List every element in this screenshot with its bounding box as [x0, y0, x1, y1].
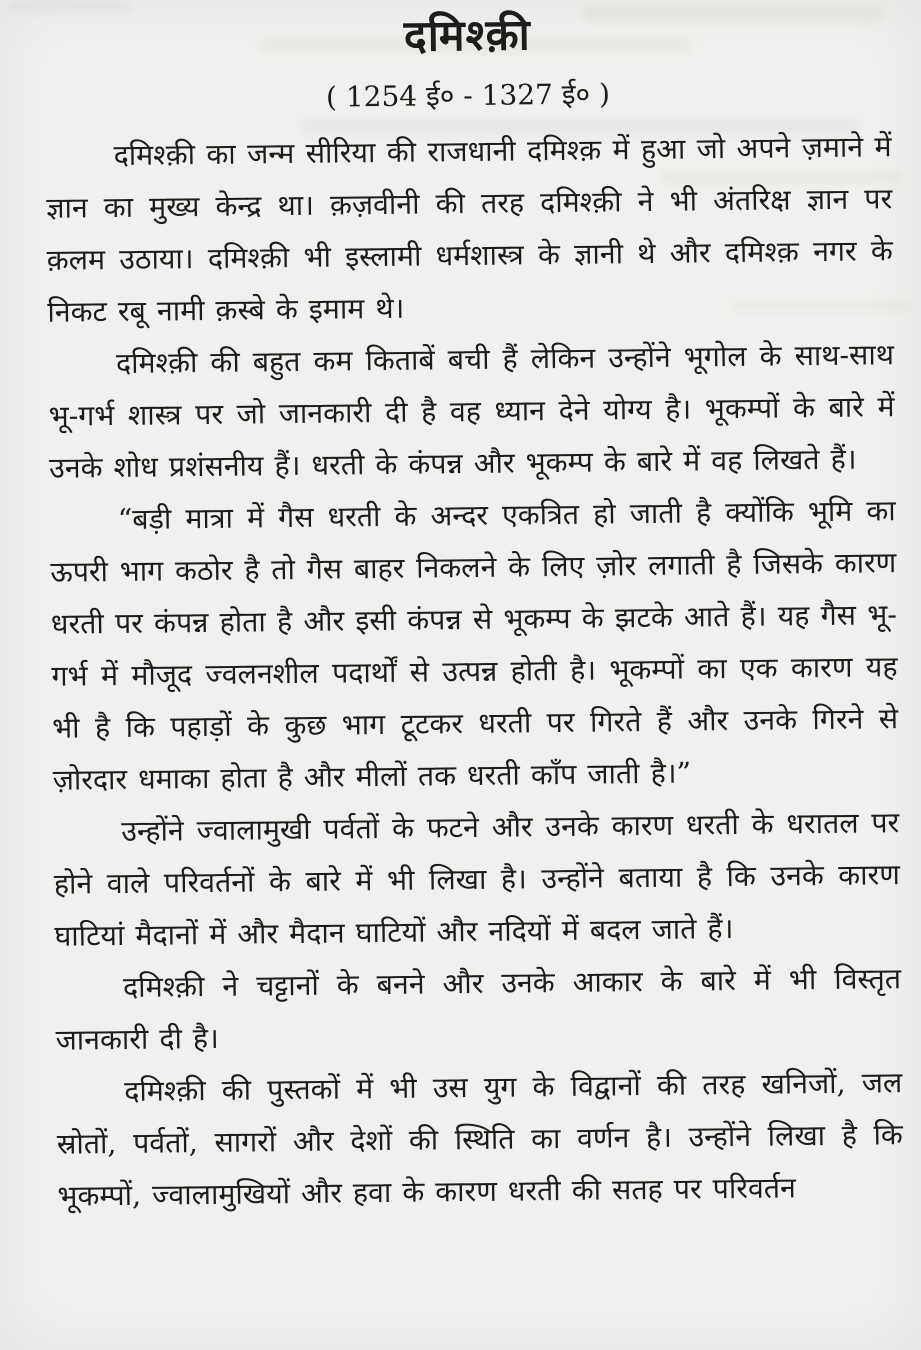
page-content	[44, 5, 904, 1223]
paragraph: दमिश्क़ी ने चट्टानों के बनने और उनके आकार के बारे में भी विस्तृत जानकारी दी है।	[55, 962, 902, 1057]
body-text	[45, 121, 903, 1223]
paragraph: दमिश्क़ी की पुस्तकों में भी उस युग के विद्वानों की तरह खनिजों, जल स्रोतों, पर्वतों, सागरों और देशों की स्थिति का वर्णन है। उन्होंने लिखा है कि भूकम्पों, ज्वालामुखियों और हवा के कारण धरती की सतह पर परिवर्तन	[56, 1066, 903, 1213]
paragraph: दमिश्क़ी की बहुत कम किताबें बची हैं लेकिन उन्होंने भूगोल के साथ-साथ भू-गर्भ शास्त्र पर जो जानकारी दी है वह ध्यान देने योग्य है। भूकम्पों के बारे में उनके शोध प्रशंसनीय हैं। धरती के कंपन्न और भूकम्प के बारे में वह लिखते हैं।	[48, 338, 895, 485]
paragraph: उन्होंने ज्वालामुखी पर्वतों के फटने और उनके कारण धरती के धरातल पर होने वाले परिवर्तनों के बारे में भी लिखा है। उन्होंने बताया है कि उनके कारण घाटियां मैदानों में और मैदान घाटियों और नदियों में बदल जाते हैं।	[53, 806, 901, 953]
page-subtitle: ( 1254 ई० - 1327 ई० )	[325, 77, 611, 114]
scan-artifact	[10, 2, 130, 12]
paragraph: दमिश्क़ी का जन्म सीरिया की राजधानी दमिश्क़ में हुआ जो अपने ज़माने में ज्ञान का मुख्य केन्द्र था। क़ज़वीनी की तरह दमिश्क़ी ने भी अंतरिक्ष ज्ञान पर क़लम उठाया। दमिश्क़ी भी इस्लामी धर्मशास्त्र के ज्ञानी थे और दमिश्क़ नगर के निकट रबू नामी क़स्बे के इमाम थे।	[46, 130, 893, 329]
paragraph: “बड़ी मात्रा में गैस धरती के अन्दर एकत्रित हो जाती है क्योंकि भूमि का ऊपरी भाग कठोर है तो गैस बाहर निकलने के लिए ज़ोर लगाती है जिसके कारण धरती पर कंपन्न होता है और इसी कंपन्न से भूकम्प के झटके आते हैं। यह गैस भू-गर्भ में मौजूद ज्वलनशील पदार्थों से उत्पन्न होती है। भूकम्पों का एक कारण यह भी है कि पहाड़ों के कुछ भाग टूटकर धरती पर गिरते हैं और उनके गिरने से ज़ोरदार धमाका होता है और मीलों तक धरती काँप जाती है।”	[50, 494, 899, 797]
page-title: दमिश्क़ी	[403, 10, 531, 62]
